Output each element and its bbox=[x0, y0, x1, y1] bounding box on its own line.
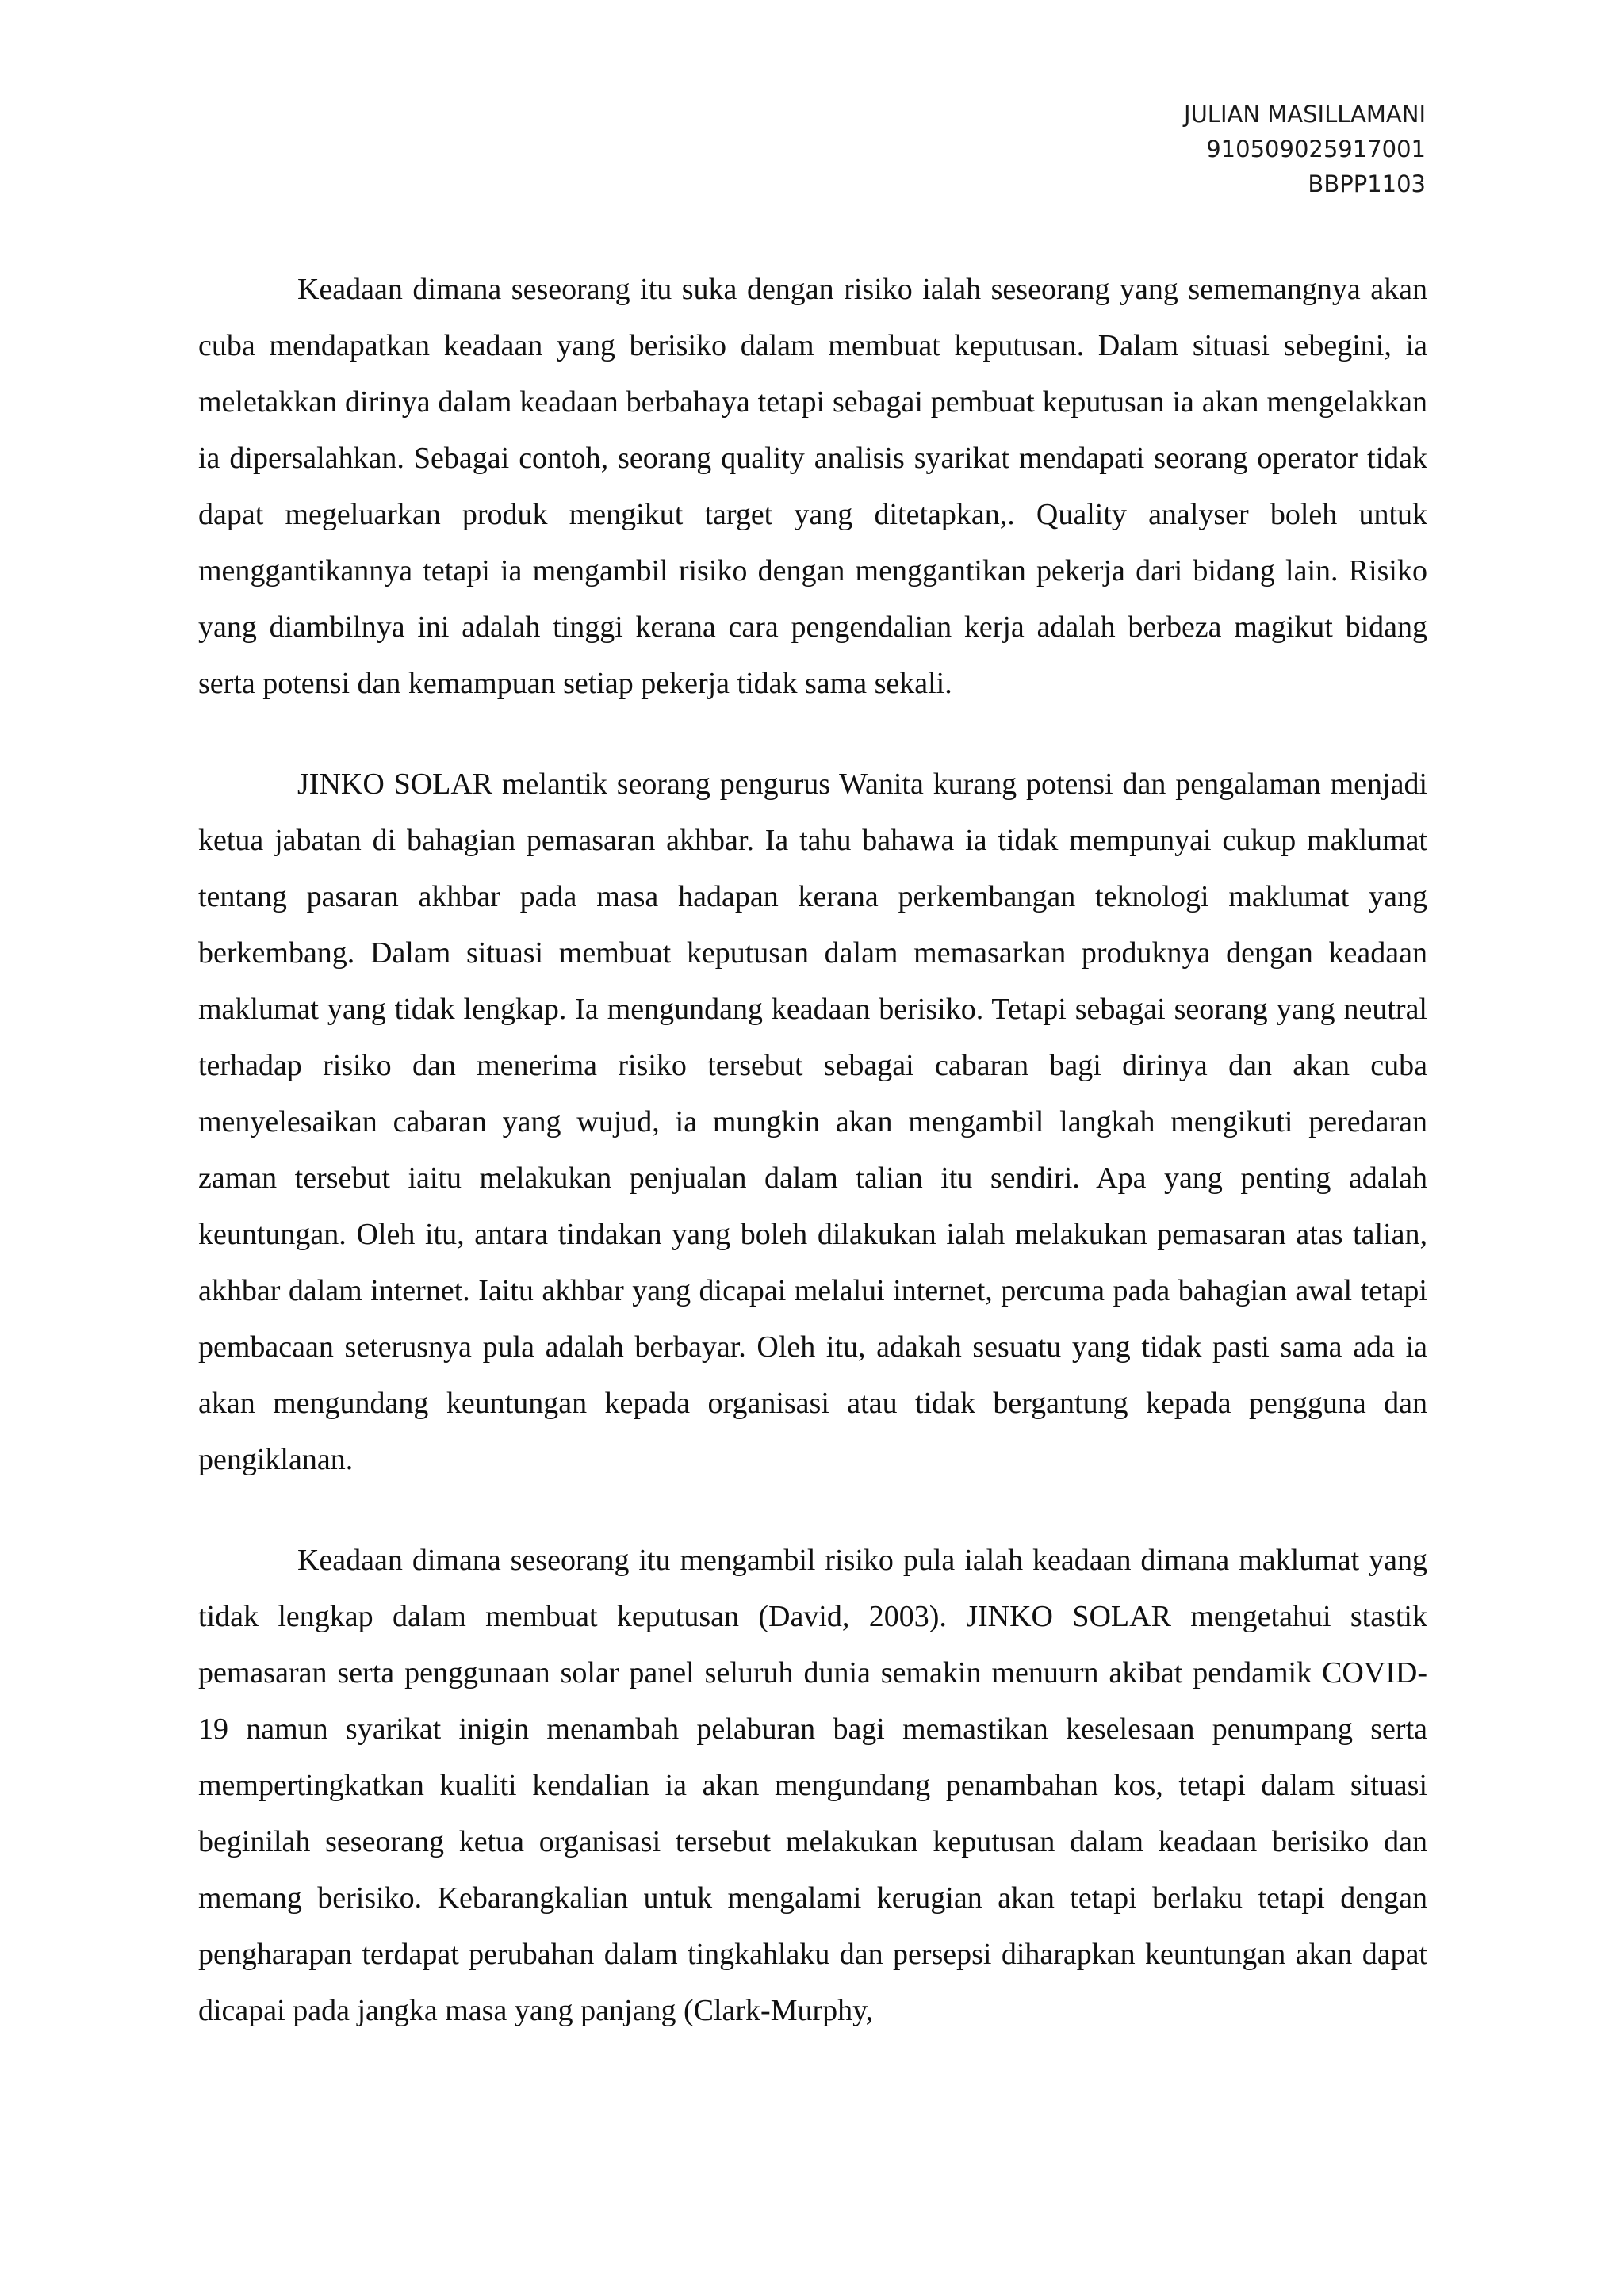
author-name: JULIAN MASILLAMANI bbox=[1184, 101, 1426, 128]
paragraph-3: Keadaan dimana seseorang itu mengambil risiko pula ialah keadaan dimana maklumat yang tidak lengkap dalam membuat keputusan (David, 2003). JINKO SOLAR mengetahui stastik pemasaran serta penggunaan solar panel seluruh dunia semakin menuurn akibat pendamik COVID-19 namun syarikat inigin menambah pelaburan bagi memastikan keselesaan penumpang serta mempertingkatkan kualiti kendalian ia akan mengundang penambahan kos, tetapi dalam situasi beginilah seseorang ketua organisasi tersebut melakukan keputusan dalam keadaan berisiko dan memang berisiko. Kebarangkalian untuk mengalami kerugian akan tetapi berlaku tetapi dengan pengharapan terdapat perubahan dalam tingkahlaku dan persepsi diharapkan keuntungan akan dapat dicapai pada jangka masa yang panjang (Clark-Murphy, bbox=[198, 1544, 1427, 2027]
paragraph-2: JINKO SOLAR melantik seorang pengurus Wanita kurang potensi dan pengalaman menjadi ketua jabatan di bahagian pemasaran akhbar. Ia tahu bahawa ia tidak mempunyai cukup maklumat tentang pasaran akhbar pada masa hadapan kerana perkembangan teknologi maklumat yang berkembang. Dalam situasi membuat keputusan dalam memasarkan produknya dengan keadaan maklumat yang tidak lengkap. Ia mengundang keadaan berisiko. Tetapi sebagai seorang yang neutral terhadap risiko dan menerima risiko tersebut sebagai cabaran bagi dirinya dan akan cuba menyelesaikan cabaran yang wujud, ia mungkin akan mengambil langkah mengikuti peredaran zaman tersebut iaitu melakukan penjualan dalam talian itu sendiri. Apa yang penting adalah keuntungan. Oleh itu, antara tindakan yang boleh dilakukan ialah melakukan pemasaran atas talian, akhbar dalam internet. Iaitu akhbar yang dicapai melalui internet, percuma pada bahagian awal tetapi pembacaan seterusnya pula adalah berbayar. Oleh itu, adakah sesuatu yang tidak pasti sama ada ia akan mengundang keuntungan kepada organisasi atau tidak bergantung kepada pengguna dan pengiklanan. bbox=[198, 767, 1427, 1476]
student-id: 910509025917001 bbox=[1206, 136, 1426, 163]
author-header bbox=[1184, 97, 1426, 201]
course-code: BBPP1103 bbox=[1308, 170, 1426, 197]
paragraph-1: Keadaan dimana seseorang itu suka dengan risiko ialah seseorang yang sememangnya akan cuba mendapatkan keadaan yang berisiko dalam membuat keputusan. Dalam situasi sebegini, ia meletakkan dirinya dalam keadaan berbahaya tetapi sebagai pembuat keputusan ia akan mengelakkan ia dipersalahkan. Sebagai contoh, seorang quality analisis syarikat mendapati seorang operator tidak dapat megeluarkan produk mengikut target yang ditetapkan,. Quality analyser boleh untuk menggantikannya tetapi ia mengambil risiko dengan menggantikan pekerja dari bidang lain. Risiko yang diambilnya ini adalah tinggi kerana cara pengendalian kerja adalah berbeza magikut bidang serta potensi dan kemampuan setiap pekerja tidak sama sekali. bbox=[198, 273, 1427, 700]
document-body bbox=[198, 262, 1427, 2084]
